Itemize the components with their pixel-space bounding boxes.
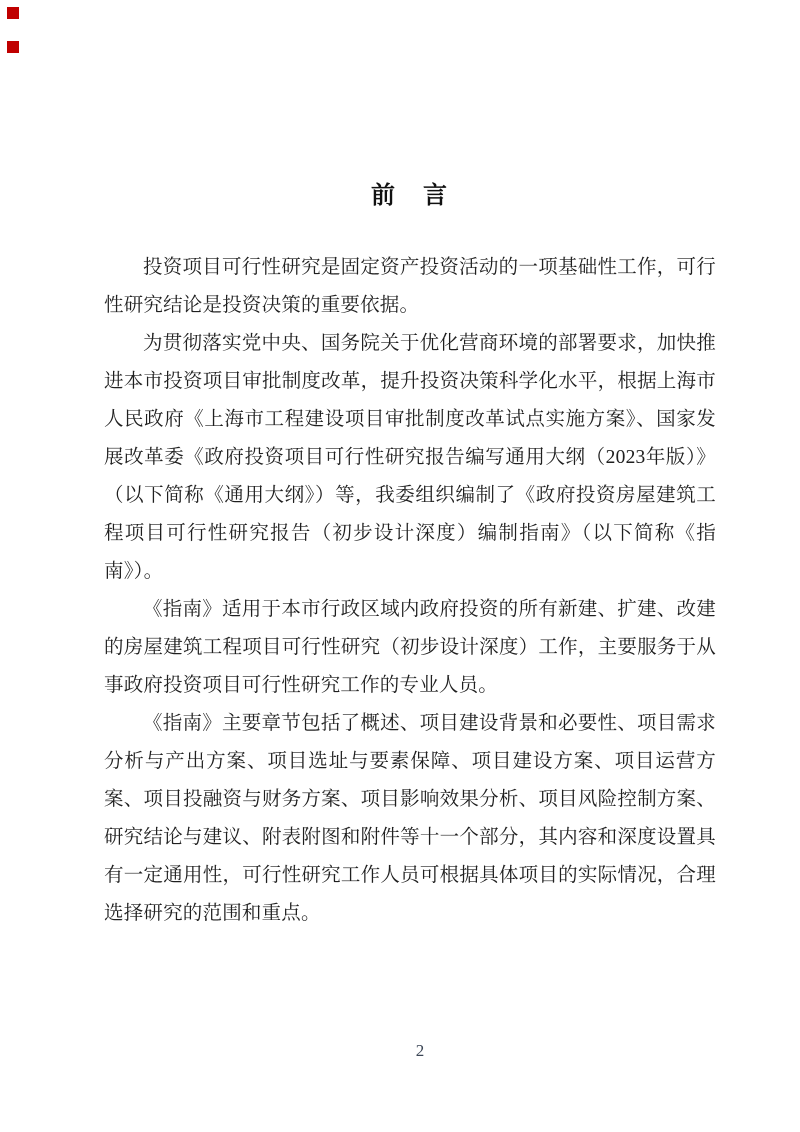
document-body (104, 249, 716, 933)
red-stamp-mark-icon (7, 7, 19, 19)
paragraph-scope: 《指南》适用于本市行政区域内政府投资的所有新建、扩建、改建的房屋建筑工程项目可行性研究（初步设计深度）工作，主要服务于从事政府投资项目可行性研究工作的专业人员。 (104, 599, 716, 696)
paragraph-background: 为贯彻落实党中央、国务院关于优化营商环境的部署要求，加快推进本市投资项目审批制度改革，提升投资决策科学化水平，根据上海市人民政府《上海市工程建设项目审批制度改革试点实施方案》、国家发展改革委《政府投资项目可行性研究报告编写通用大纲（2023年版）》（以下简称《通用大纲》）等，我委组织编制了《政府投资房屋建筑工程项目可行性研究报告（初步设计深度）编制指南》（以下简称《指南》）。 (104, 333, 716, 582)
page-number: 2 (415, 1041, 425, 1060)
red-stamp-mark-icon (7, 41, 19, 53)
paragraph-intro: 投资项目可行性研究是固定资产投资活动的一项基础性工作，可行性研究结论是投资决策的重要依据。 (104, 257, 716, 316)
page-title: 前 言 (371, 183, 449, 209)
paragraph-chapters: 《指南》主要章节包括了概述、项目建设背景和必要性、项目需求分析与产出方案、项目选址与要素保障、项目建设方案、项目运营方案、项目投融资与财务方案、项目影响效果分析、项目风险控制方案、研究结论与建议、附表附图和附件等十一个部分，其内容和深度设置具有一定通用性，可行性研究工作人员可根据具体项目的实际情况，合理选择研究的范围和重点。 (104, 713, 716, 924)
